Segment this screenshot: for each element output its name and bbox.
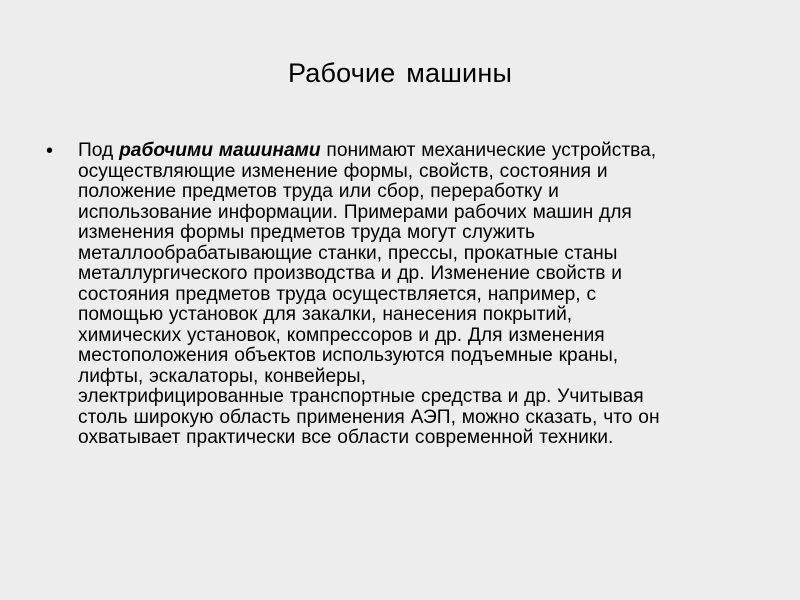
text-line [78, 141, 768, 162]
text-line-rest: понимают механические устройства, [320, 140, 657, 161]
text-line: столь широкую область применения АЭП, можно сказать, что он [78, 406, 660, 428]
text-line: металлообрабатывающие станки, прессы, прокатные станы [78, 242, 618, 264]
bullet-text [78, 141, 768, 449]
text-line: электрифицированные транспортные средства и др. Учитывая [78, 386, 644, 407]
text-line: положение предметов труда или сбор, переработку и [78, 181, 559, 202]
text-line: состояния предметов труда осуществляется, например, с [78, 283, 597, 305]
text-line: осуществляющие изменение формы, свойств, состояния и [78, 160, 608, 182]
text-line: металлургического производства и др. Изменение свойств и [78, 263, 622, 284]
text-prefix: Под [78, 140, 120, 161]
text-line: местоположения объектов используются подъемные краны, [78, 345, 619, 366]
text-line: лифты, эскалаторы, конвейеры, [78, 365, 366, 387]
text-line: помощью установок для закалки, нанесения покрытий, [78, 304, 573, 325]
bullet-marker: • [46, 140, 54, 162]
text-line: охватывает практически все области современной техники. [78, 427, 614, 448]
text-line: химических установок, компрессоров и др. Для изменения [78, 324, 605, 346]
text-line: изменения формы предметов труда могут служить [78, 222, 536, 243]
slide-title: Рабочие машины [287, 58, 513, 88]
text-line: использование информации. Примерами рабочих машин для [78, 201, 632, 223]
emphasized-term: рабочими машинами [119, 140, 321, 161]
